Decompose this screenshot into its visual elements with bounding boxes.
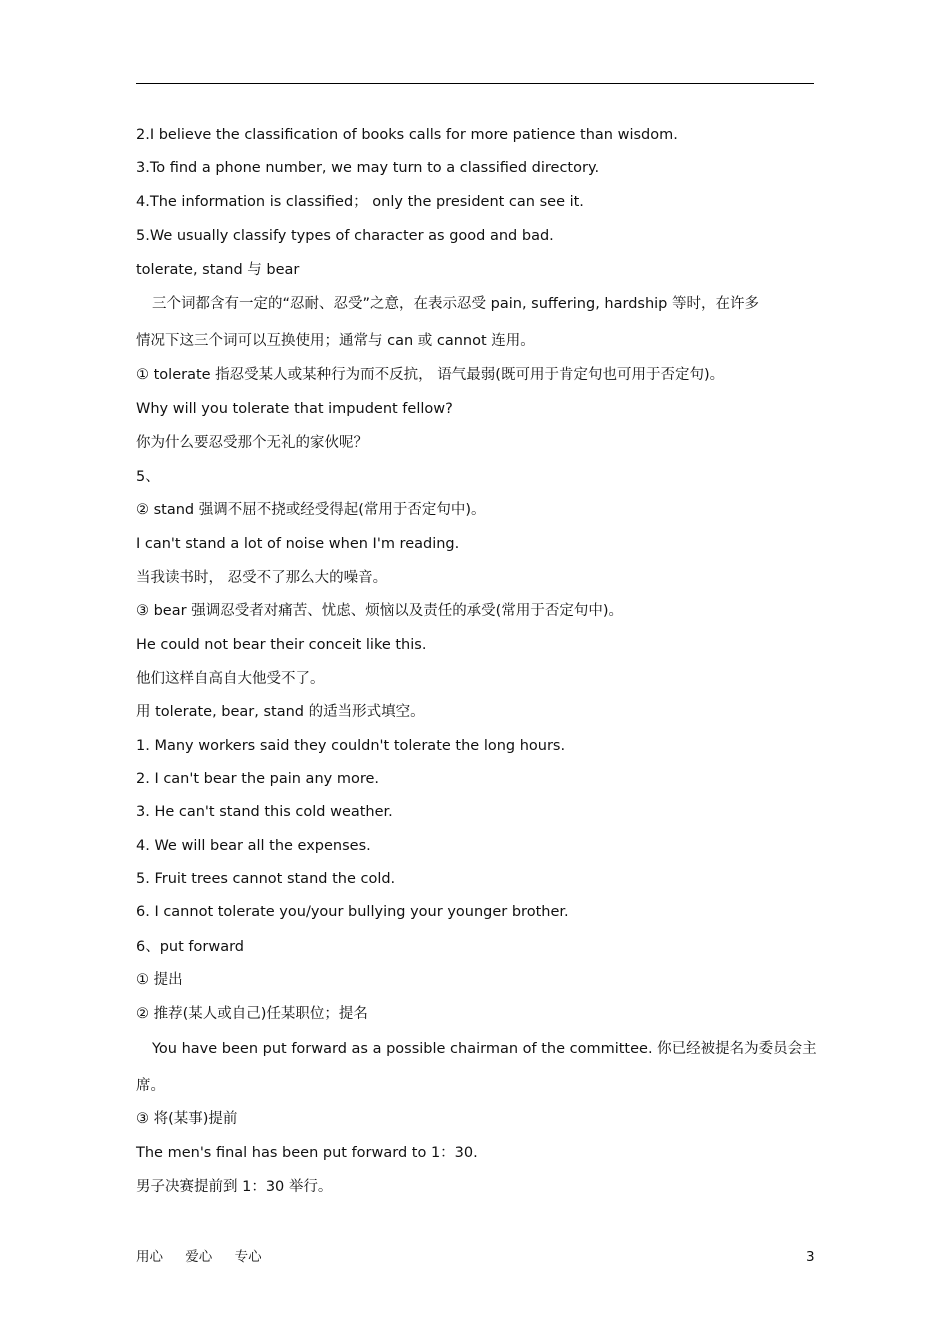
example-sentence: Why will you tolerate that impudent fellow? bbox=[136, 401, 453, 417]
exercise-item: 3. He can't stand this cold weather. bbox=[136, 804, 393, 820]
definition-item: ② 推荐(某人或自己)任某职位；提名 bbox=[136, 1006, 368, 1022]
page-number: 3 bbox=[806, 1249, 815, 1265]
definition-item: ① tolerate 指忍受某人或某种行为而不反抗， 语气最弱(既可用于肯定句也可用于否定句)。 bbox=[136, 367, 725, 383]
footer-word: 爱心 bbox=[185, 1249, 213, 1265]
section-heading: tolerate, stand 与 bear bbox=[136, 262, 300, 278]
footer-word: 专心 bbox=[234, 1249, 262, 1265]
footer-motto bbox=[136, 1248, 280, 1266]
translation-text: 他们这样自高自大他受不了。 bbox=[136, 671, 325, 687]
header-rule bbox=[136, 83, 814, 84]
translation-text: 当我读书时， 忍受不了那么大的噪音。 bbox=[136, 570, 388, 586]
translation-text: 你为什么要忍受那个无礼的家伙呢？ bbox=[136, 435, 368, 451]
exercise-item: 6. I cannot tolerate you/your bullying your younger brother. bbox=[136, 904, 569, 920]
example-sentence: 2.I believe the classification of books calls for more patience than wisdom. bbox=[136, 127, 678, 143]
paragraph-text: 情况下这三个词可以互换使用；通常与 can 或 cannot 连用。 bbox=[136, 333, 535, 349]
definition-item: ② stand 强调不屈不挠或经受得起(常用于否定句中)。 bbox=[136, 502, 486, 518]
exercise-item: 1. Many workers said they couldn't tolerate the long hours. bbox=[136, 738, 566, 754]
example-sentence: I can't stand a lot of noise when I'm reading. bbox=[136, 536, 460, 552]
example-sentence: 3.To find a phone number, we may turn to a classified directory. bbox=[136, 160, 600, 176]
definition-item: ③ 将(某事)提前 bbox=[136, 1111, 238, 1127]
exercise-heading: 用 tolerate, bear, stand 的适当形式填空。 bbox=[136, 704, 425, 720]
paragraph-text: 席。 bbox=[136, 1078, 165, 1094]
example-sentence: You have been put forward as a possible chairman of the committee. 你已经被提名为委员会主 bbox=[152, 1041, 817, 1057]
example-sentence: 5.We usually classify types of character as good and bad. bbox=[136, 228, 554, 244]
footer-word: 用心 bbox=[136, 1249, 163, 1265]
exercise-item: 2. I can't bear the pain any more. bbox=[136, 771, 379, 787]
example-sentence: He could not bear their conceit like this. bbox=[136, 637, 427, 653]
example-sentence: The men's final has been put forward to 1：30. bbox=[136, 1145, 478, 1161]
translation-text: 男子决赛提前到 1：30 举行。 bbox=[136, 1179, 333, 1195]
exercise-item: 5. Fruit trees cannot stand the cold. bbox=[136, 871, 396, 887]
section-heading: 6、put forward bbox=[136, 939, 245, 955]
section-number: 5、 bbox=[136, 469, 160, 485]
paragraph-text: 三个词都含有一定的“忍耐、忍受”之意，在表示忍受 pain, suffering, hardship 等时，在许多 bbox=[152, 296, 759, 312]
definition-item: ① 提出 bbox=[136, 972, 183, 988]
exercise-item: 4. We will bear all the expenses. bbox=[136, 838, 371, 854]
example-sentence: 4.The information is classified； only the president can see it. bbox=[136, 194, 584, 210]
definition-item: ③ bear 强调忍受者对痛苦、忧虑、烦恼以及责任的承受(常用于否定句中)。 bbox=[136, 603, 624, 619]
